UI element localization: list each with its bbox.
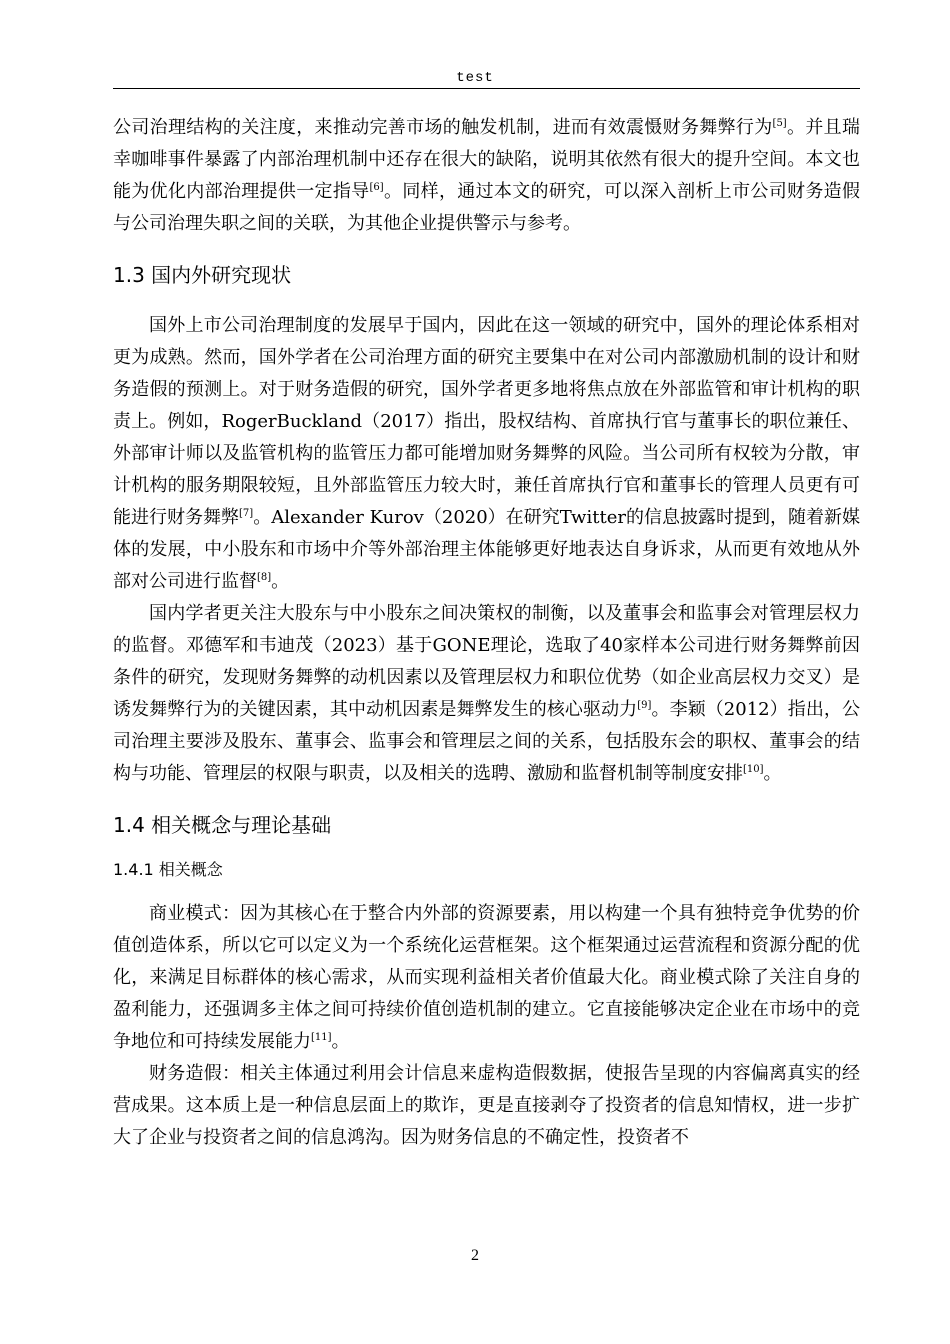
paragraph-text: 。并且瑞幸咖啡事件暴露了内部治理机制中还存在很大的缺陷，说明其依然有很大的提升空间。本文也能为优化内部治理提供一定指导 <box>113 117 861 202</box>
citation-reference: [8] <box>257 572 272 583</box>
paragraph-text: 国外上市公司治理制度的发展早于国内，因此在这一领域的研究中，国外的理论体系相对更为成熟。然而，国外学者在公司治理方面的研究主要集中在对公司内部激励机制的设计和财务造假的预测上。对于财务造假的研究，国外学者更多地将焦点放在外部监管和审计机构的职责上。例如，RogerBuckland（2017）指出，股权结构、首席执行官与董事长的职位兼任、外部审计师以及监管机构的监管压力都可能增加财务舞弊的风险。当公司所有权较为分散，审计机构的服务期限较短，且外部监管压力较大时，兼任首席执行官和董事长的管理人员更有可能进行财务舞弊 <box>113 315 860 528</box>
paragraph <box>113 898 860 1058</box>
citation-reference: [10] <box>743 764 764 775</box>
paragraph <box>113 310 860 598</box>
running-header: test <box>456 70 494 86</box>
paragraph-text: 。Alexander Kurov（2020）在研究Twitter的信息披露时提到，随着新媒体的发展，中小股东和市场中介等外部治理主体能够更好地表达自身诉求，从而更有效地从外部对公司进行监督 <box>113 507 860 592</box>
paragraph <box>113 598 860 790</box>
paragraph-text: 。 <box>763 763 782 784</box>
paragraph-text: 公司治理结构的关注度，来推动完善市场的触发机制，进而有效震慑财务舞弊行为 <box>113 117 773 138</box>
section-heading: 1.4 相关概念与理论基础 <box>113 813 332 837</box>
citation-reference: [6] <box>369 182 384 193</box>
citation-reference: [9] <box>637 700 652 711</box>
paragraph-text: 商业模式：因为其核心在于整合内外部的资源要素，用以构建一个具有独特竞争优势的价值创造体系，所以它可以定义为一个系统化运营框架。这个框架通过运营流程和资源分配的优化，来满足目标群体的核心需求，从而实现利益相关者价值最大化。商业模式除了关注自身的盈利能力，还强调多主体之间可持续价值创造机制的建立。它直接能够决定企业在市场中的竞争地位和可持续发展能力 <box>113 903 860 1052</box>
citation-reference: [11] <box>311 1032 332 1043</box>
paragraph-text: 国内学者更关注大股东与中小股东之间决策权的制衡，以及董事会和监事会对管理层权力的监督。邓德军和韦迪茂（2023）基于GONE理论，选取了40家样本公司进行财务舞弊前因条件的研究，发现财务舞弊的动机因素以及管理层权力和职位优势（如企业高层权力交叉）是诱发舞弊行为的关键因素，其中动机因素是舞弊发生的核心驱动力 <box>113 603 860 720</box>
page-number: 2 <box>471 1247 479 1264</box>
header-rule <box>113 88 860 89</box>
subsection-heading: 1.4.1 相关概念 <box>113 860 223 879</box>
citation-reference: [7] <box>239 508 254 519</box>
paragraph-text: 。李颖（2012）指出，公司治理主要涉及股东、董事会、监事会和管理层之间的关系，包括股东会的职权、董事会的结构与功能、管理层的权限与职责，以及相关的选聘、激励和监督机制等制度安排 <box>113 699 861 784</box>
paragraph <box>113 1058 860 1154</box>
paragraph <box>113 112 860 240</box>
section-heading: 1.3 国内外研究现状 <box>113 263 292 287</box>
document-body <box>113 112 860 1154</box>
paragraph-text: 。 <box>271 571 290 592</box>
citation-reference: [5] <box>772 118 787 129</box>
paragraph-text: 财务造假：相关主体通过利用会计信息来虚构造假数据，使报告呈现的内容偏离真实的经营成果。这本质上是一种信息层面上的欺诈，更是直接剥夺了投资者的信息知情权，进一步扩大了企业与投资者之间的信息鸿沟。因为财务信息的不确定性，投资者不 <box>113 1063 860 1148</box>
paragraph-text: 。同样，通过本文的研究，可以深入剖析上市公司财务造假与公司治理失职之间的关联，为其他企业提供警示与参考。 <box>113 181 861 234</box>
paragraph-text: 。 <box>331 1031 350 1052</box>
